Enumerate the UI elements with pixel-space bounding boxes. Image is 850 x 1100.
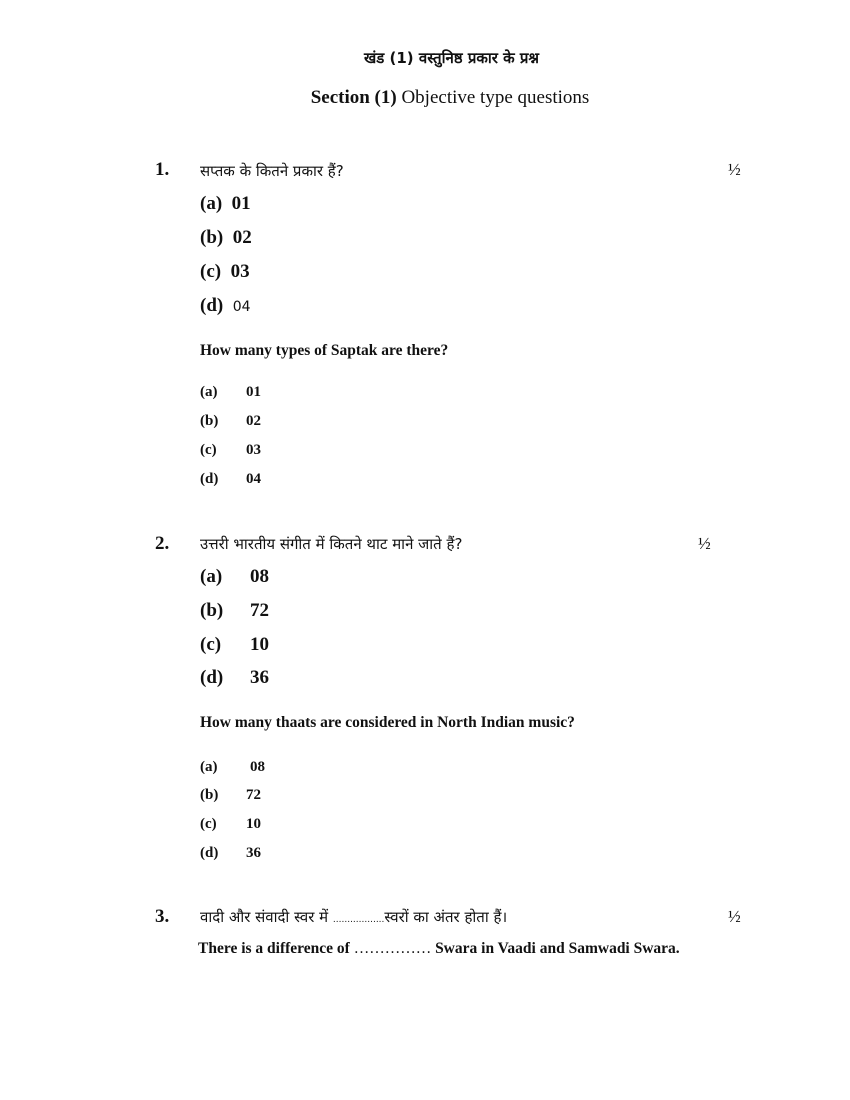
question-3-english-blank: …………… xyxy=(353,940,432,957)
question-1-english-option-b: (b) 02 xyxy=(200,413,261,429)
question-1-marks: ½ xyxy=(728,160,741,179)
question-1-hindi-option-c: (c) 03 xyxy=(200,261,250,282)
question-2-number: 2. xyxy=(155,533,170,554)
question-1-hindi-option-d: (d) 04 xyxy=(200,295,251,316)
question-1-hindi-text: सप्तक के कितने प्रकार हैं? xyxy=(200,162,344,180)
question-2-english-option-b: (b) 72 xyxy=(200,787,261,803)
question-3-english-text: There is a difference of …………… Swara in Vaadi and Samwadi Swara. xyxy=(198,940,680,957)
question-2-hindi-text: उत्तरी भारतीय संगीत में कितने थाट माने जाते हैं? xyxy=(200,535,463,553)
section-title-english xyxy=(0,87,850,109)
question-2-english-option-d: (d) 36 xyxy=(200,845,261,861)
question-2-english-option-c: (c) 10 xyxy=(200,816,261,832)
question-3-hindi-blank: .................. xyxy=(332,915,385,925)
question-1-english-option-c: (c) 03 xyxy=(200,442,261,458)
section-name: Objective type questions xyxy=(396,87,590,108)
question-1-english-option-d: (d) 04 xyxy=(200,471,261,487)
question-2-hindi-option-a: (a) 08 xyxy=(200,566,269,587)
section-title-hindi: खंड (1) वस्तुनिष्ठ प्रकार के प्रश्न xyxy=(363,49,540,67)
question-1-hindi-option-a: (a) 01 xyxy=(200,193,251,214)
question-3-marks: ½ xyxy=(728,907,741,926)
question-2-marks: ½ xyxy=(698,534,711,553)
question-3-hindi-text: वादी और संवादी स्वर में ..................स्वरों का अंतर होता हैं। xyxy=(200,908,508,926)
question-1-number: 1. xyxy=(155,159,170,180)
question-2-hindi-option-c: (c) 10 xyxy=(200,634,269,655)
question-2-english-option-a: (a) 08 xyxy=(200,759,265,775)
question-2-hindi-option-d: (d) 36 xyxy=(200,667,269,688)
question-2-hindi-option-b: (b) 72 xyxy=(200,600,269,621)
question-3-number: 3. xyxy=(155,906,170,927)
section-number: Section (1) xyxy=(310,87,397,108)
question-2-english-text: How many thaats are considered in North Indian music? xyxy=(200,714,575,731)
question-1-hindi-option-b: (b) 02 xyxy=(200,227,252,248)
question-1-english-option-a: (a) 01 xyxy=(200,384,261,400)
question-1-english-text: How many types of Saptak are there? xyxy=(200,342,449,359)
